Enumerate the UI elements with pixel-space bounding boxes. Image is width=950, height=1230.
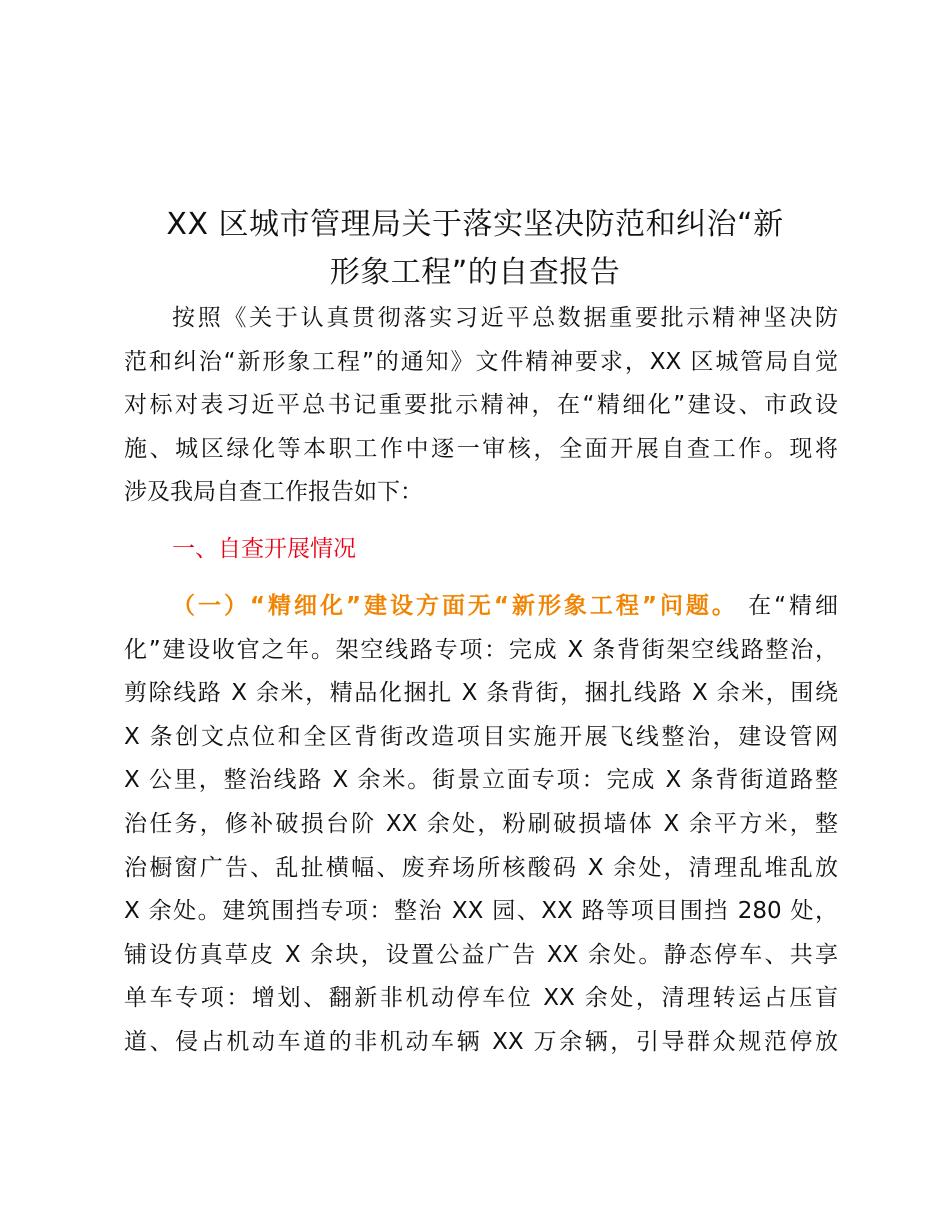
subsection-line: 道、侵占机动车道的非机动车辆 XX 万余辆，引导群众规范停放 [124, 1028, 838, 1055]
subsection-line: X 公里，整治线路 X 余米。街景立面专项：完成 X 条背街道路整 [124, 767, 838, 794]
intro-paragraph [124, 297, 838, 515]
subsection-line: 剪除线路 X 余米，精品化捆扎 X 条背街，捆扎线路 X 余米，围绕 [124, 680, 838, 707]
title-line-1: XX 区城市管理局关于落实坚决防范和纠治“新 [166, 207, 784, 243]
subsection-line: X 余处。建筑围挡专项：整治 XX 园、XX 路等项目围挡 280 处， [124, 898, 838, 925]
subsection-paragraph [124, 585, 838, 1065]
document-title [110, 201, 840, 297]
subsection-line: 单车专项：增划、翻新非机动停车位 XX 余处，清理转运占压盲 [124, 985, 838, 1012]
subsection-line: 治橱窗广告、乱扯横幅、废弃场所核酸码 X 余处，清理乱堆乱放 [124, 854, 838, 881]
subsection-line: 化”建设收官之年。架空线路专项：完成 X 条背街架空线路整治， [124, 636, 838, 663]
subsection-first-line [124, 585, 838, 629]
subsection-heading: （一）“精细化”建设方面无“新形象工程”问题。 [172, 593, 738, 619]
intro-line: 施、城区绿化等本职工作中逐一审核，全面开展自查工作。现将 [124, 435, 838, 462]
subsection-first-line-rest: 在“精细 [748, 593, 839, 619]
subsection-line: 铺设仿真草皮 X 余块，设置公益广告 XX 余处。静态停车、共享 [124, 941, 838, 968]
intro-line: 对标对表习近平总书记重要批示精神，在“精细化”建设、市政设 [124, 392, 838, 419]
subsection-line: X 条创文点位和全区背街改造项目实施开展飞线整治，建设管网 [124, 723, 838, 750]
section-heading: 一、自查开展情况 [172, 536, 356, 562]
subsection-line: 治任务，修补破损台阶 XX 余处，粉刷破损墙体 X 余平方米，整 [124, 810, 838, 837]
intro-line: 涉及我局自查工作报告如下： [124, 479, 423, 506]
intro-line: 按照《关于认真贯彻落实习近平总数据重要批示精神坚决防 [172, 305, 838, 331]
intro-line: 范和纠治“新形象工程”的通知》文件精神要求，XX 区城管局自觉 [124, 348, 838, 375]
title-line-2: 形象工程”的自查报告 [329, 255, 621, 291]
